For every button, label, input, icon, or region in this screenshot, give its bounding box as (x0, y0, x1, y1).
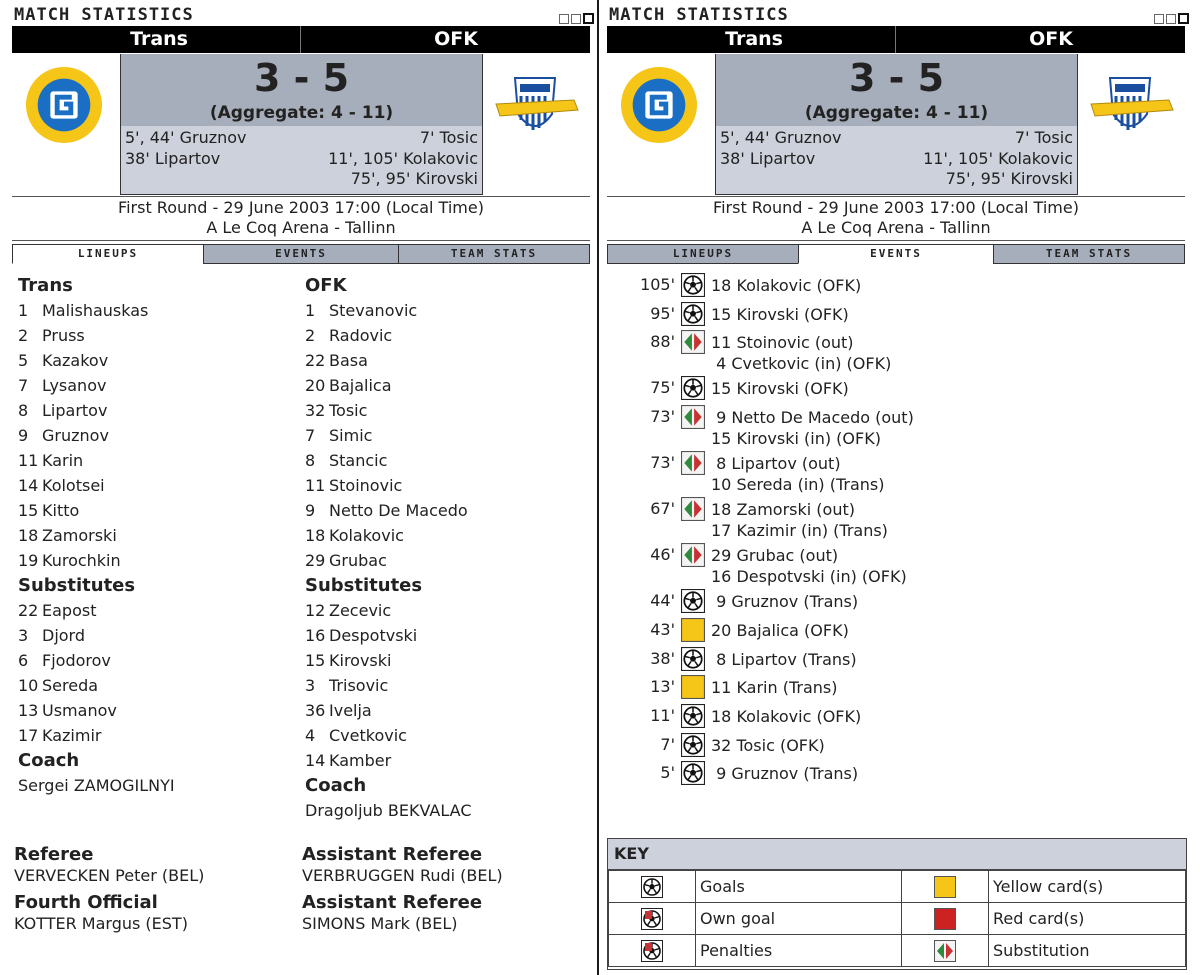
event-text: 16 Despotvski (in) (OFK) (711, 567, 907, 587)
panel-title: MATCH STATISTICS (609, 5, 789, 25)
player-row (18, 373, 175, 398)
player-number: 10 (18, 676, 39, 695)
assistant-referee-label: Assistant Referee (302, 844, 483, 865)
away-scorer: 7' Tosic (1014, 128, 1073, 147)
substitution-icon (681, 497, 705, 521)
player-number: 2 (305, 326, 316, 345)
home-scorer: 5', 44' Gruznov (125, 128, 247, 147)
player-name: Djord (42, 626, 86, 645)
event-text: 20 Bajalica (OFK) (711, 620, 849, 640)
player-name: Ivelja (329, 701, 372, 720)
player-row (305, 398, 471, 423)
goal-icon (681, 589, 705, 613)
goal-icon (681, 761, 705, 785)
player-name: Despotvski (329, 626, 418, 645)
away-team-name: OFK (1029, 28, 1073, 50)
window-button[interactable] (559, 14, 569, 24)
player-number: 8 (305, 451, 316, 470)
final-score: 3 - 5 (848, 56, 945, 100)
player-name: Netto De Macedo (329, 501, 468, 520)
tab-team-stats[interactable]: TEAM STATS (993, 244, 1185, 264)
player-name: Kitto (42, 501, 80, 520)
away-club-crest-icon (1083, 70, 1177, 142)
player-number: 5 (18, 351, 29, 370)
player-number: 16 (305, 626, 326, 645)
player-name: Trisovic (329, 676, 389, 695)
player-name: Zecevic (329, 601, 392, 620)
home-team-name: Trans (130, 28, 188, 50)
player-number: 22 (18, 601, 39, 620)
away-scorer: 11', 105' Kolakovic (923, 148, 1073, 168)
event-minute: 73' (650, 453, 675, 473)
player-number: 20 (305, 376, 326, 395)
player-name: Stoinovic (329, 476, 403, 495)
window-button[interactable] (583, 13, 594, 24)
event-text: 11 Stoinovic (out) (711, 333, 854, 353)
player-row (305, 523, 471, 548)
player-name: Lysanov (42, 376, 107, 395)
player-name: Sereda (42, 676, 99, 695)
coach-name: Dragoljub BEKVALAC (305, 801, 472, 820)
player-row (18, 548, 175, 573)
substitute-row (305, 748, 471, 773)
score-box (120, 54, 483, 126)
player-row (18, 298, 175, 323)
player-name: Tosic (329, 401, 368, 420)
player-name: Radovic (329, 326, 393, 345)
event-text: 15 Kirovski (OFK) (711, 304, 849, 324)
player-name: Kolakovic (329, 526, 404, 545)
goal-icon (681, 302, 705, 326)
away-team-name: OFK (434, 28, 478, 50)
goal-scorers (715, 126, 1078, 195)
team-bar (607, 26, 1185, 53)
player-number: 7 (305, 426, 316, 445)
key-title: KEY (608, 839, 1186, 870)
tab-lineups[interactable]: LINEUPS (12, 244, 204, 264)
player-number: 7 (18, 376, 29, 395)
event-text: 18 Zamorski (out) (711, 500, 855, 520)
player-name: Kazimir (42, 726, 102, 745)
event-minute: 13' (650, 677, 675, 697)
event-minute: 43' (650, 619, 675, 639)
player-number: 36 (305, 701, 326, 720)
key-label: Yellow card(s) (989, 871, 1186, 903)
tab-events[interactable]: EVENTS (798, 244, 994, 264)
player-name: Simic (329, 426, 373, 445)
player-row (305, 323, 471, 348)
player-row (305, 448, 471, 473)
event-minute: 73' (650, 407, 675, 427)
event-text: 18 Kolakovic (OFK) (711, 276, 862, 295)
player-name: Stancic (329, 451, 388, 470)
player-number: 12 (305, 601, 326, 620)
event-text: 29 Grubac (out) (711, 546, 839, 566)
key-label: Goals (696, 871, 902, 903)
match-info (12, 198, 590, 238)
right-match-panel (603, 0, 1193, 975)
player-name: Cvetkovic (329, 726, 407, 745)
key-label: Red card(s) (989, 903, 1186, 935)
away-scorer: 75', 95' Kirovski (945, 169, 1073, 188)
event-minute: 105' (640, 275, 675, 294)
venue: A Le Coq Arena - Tallinn (801, 218, 991, 237)
tab-lineups[interactable]: LINEUPS (607, 244, 799, 264)
goal-icon (609, 871, 696, 903)
player-row (18, 398, 175, 423)
player-number: 11 (305, 476, 326, 495)
referee-name: VERVECKEN Peter (BEL) (14, 866, 205, 885)
player-number: 22 (305, 351, 326, 370)
event-minute: 38' (650, 648, 675, 668)
player-number: 18 (305, 526, 326, 545)
lineup-team-name: Trans (18, 275, 73, 296)
player-name: Pruss (42, 326, 85, 345)
substitution-icon (681, 405, 705, 429)
window-button[interactable] (571, 14, 581, 24)
event-minute: 95' (650, 303, 675, 323)
penalty-icon (609, 935, 696, 967)
assistant-referee-name: SIMONS Mark (BEL) (302, 914, 458, 933)
goal-icon (681, 376, 705, 400)
key-label: Substitution (989, 935, 1186, 967)
goal-icon (681, 704, 705, 728)
player-number: 15 (18, 501, 39, 520)
fourth-official-label: Fourth Official (14, 892, 158, 913)
event-minute: 88' (650, 332, 675, 352)
player-row (305, 298, 471, 323)
player-number: 3 (18, 626, 29, 645)
away-lineup (305, 273, 471, 823)
round-and-date: First Round - 29 June 2003 17:00 (Local Time) (118, 198, 484, 217)
fourth-official-name: KOTTER Margus (EST) (14, 914, 188, 933)
player-name: Fjodorov (42, 651, 111, 670)
yellow-card-icon (902, 871, 989, 903)
player-row (18, 323, 175, 348)
player-number: 2 (18, 326, 29, 345)
window-button[interactable] (1154, 14, 1164, 24)
window-button[interactable] (1178, 13, 1189, 24)
home-team-name: Trans (725, 28, 783, 50)
round-and-date: First Round - 29 June 2003 17:00 (Local Time) (713, 198, 1079, 217)
substitute-row (305, 723, 471, 748)
goal-icon (681, 733, 705, 757)
assistant-referee-name: VERBRUGGEN Rudi (BEL) (302, 866, 503, 885)
player-number: 19 (18, 551, 39, 570)
player-row (18, 448, 175, 473)
substitutes-heading: Substitutes (305, 575, 423, 596)
stats-tabs (12, 244, 590, 264)
red-card-icon (902, 903, 989, 935)
player-row (305, 373, 471, 398)
player-name: Kirovski (329, 651, 392, 670)
player-number: 1 (18, 301, 29, 320)
substitute-row (305, 648, 471, 673)
player-number: 14 (18, 476, 39, 495)
away-scorer: 75', 95' Kirovski (350, 169, 478, 188)
goal-icon (681, 647, 705, 671)
event-minute: 44' (650, 591, 675, 611)
player-row (18, 498, 175, 523)
venue: A Le Coq Arena - Tallinn (206, 218, 396, 237)
event-minute: 46' (650, 545, 675, 565)
away-scorer: 7' Tosic (419, 128, 478, 147)
event-text: 8 Lipartov (out) (711, 454, 841, 474)
player-row (305, 348, 471, 373)
event-text: 15 Kirovski (OFK) (711, 379, 849, 399)
player-row (305, 548, 471, 573)
tab-events[interactable]: EVENTS (203, 244, 399, 264)
player-number: 29 (305, 551, 326, 570)
player-number: 1 (305, 301, 316, 320)
player-name: Basa (329, 351, 368, 370)
player-row (305, 423, 471, 448)
player-row (18, 423, 175, 448)
player-number: 17 (18, 726, 39, 745)
player-row (18, 348, 175, 373)
assistant-referee-label: Assistant Referee (302, 892, 483, 913)
player-number: 9 (305, 501, 316, 520)
yellow-card-icon (681, 618, 705, 642)
substitute-row (305, 673, 471, 698)
tab-team-stats[interactable]: TEAM STATS (398, 244, 590, 264)
key-label: Penalties (696, 935, 902, 967)
goal-scorers (120, 126, 483, 195)
player-name: Karin (42, 451, 84, 470)
event-text: 10 Sereda (in) (Trans) (711, 475, 885, 495)
substitution-icon (902, 935, 989, 967)
substitute-row (18, 723, 175, 748)
player-number: 9 (18, 426, 29, 445)
player-name: Eapost (42, 601, 97, 620)
player-number: 14 (305, 751, 326, 770)
player-name: Zamorski (42, 526, 117, 545)
home-scorer: 38' Lipartov (125, 148, 221, 168)
player-row (18, 523, 175, 548)
away-scorer: 11', 105' Kolakovic (328, 148, 478, 168)
player-name: Kolotsei (42, 476, 105, 495)
coach-name: Sergei ZAMOGILNYI (18, 776, 175, 795)
stats-tabs (607, 244, 1185, 264)
referee-label: Referee (14, 844, 94, 865)
substitution-icon (681, 330, 705, 354)
events-key (607, 838, 1187, 970)
panel-title: MATCH STATISTICS (14, 5, 194, 25)
player-number: 15 (305, 651, 326, 670)
player-number: 8 (18, 401, 29, 420)
player-name: Kurochkin (42, 551, 121, 570)
score-box (715, 54, 1078, 126)
player-name: Malishauskas (42, 301, 149, 320)
window-button[interactable] (1166, 14, 1176, 24)
away-club-crest-icon (488, 70, 582, 142)
event-text: 8 Lipartov (Trans) (711, 649, 857, 669)
home-club-crest-icon (620, 66, 698, 144)
aggregate-score: (Aggregate: 4 - 11) (209, 103, 394, 123)
player-name: Kamber (329, 751, 392, 770)
event-text: 32 Tosic (OFK) (711, 735, 825, 755)
coach-heading: Coach (18, 750, 80, 771)
home-lineup (18, 273, 175, 798)
player-number: 6 (18, 651, 29, 670)
event-text: 15 Kirovski (in) (OFK) (711, 429, 881, 449)
coach-heading: Coach (305, 775, 367, 796)
player-name: Stevanovic (329, 301, 418, 320)
own-goal-icon (609, 903, 696, 935)
event-text: 11 Karin (Trans) (711, 678, 838, 698)
player-number: 4 (305, 726, 316, 745)
left-match-panel (8, 0, 598, 975)
player-number: 18 (18, 526, 39, 545)
event-minute: 67' (650, 499, 675, 519)
substitution-icon (681, 543, 705, 567)
team-bar (12, 26, 590, 53)
player-name: Grubac (329, 551, 387, 570)
key-label: Own goal (696, 903, 902, 935)
home-scorer: 38' Lipartov (720, 148, 816, 168)
substitute-row (305, 698, 471, 723)
final-score: 3 - 5 (253, 56, 350, 100)
event-text: 18 Kolakovic (OFK) (711, 706, 862, 726)
substitutes-heading: Substitutes (18, 575, 136, 596)
substitute-row (18, 623, 175, 648)
player-name: Kazakov (42, 351, 109, 370)
player-number: 3 (305, 676, 316, 695)
home-club-crest-icon (25, 66, 103, 144)
substitute-row (305, 598, 471, 623)
player-row (305, 473, 471, 498)
event-text: 9 Gruznov (Trans) (711, 592, 859, 612)
substitute-row (18, 698, 175, 723)
event-text: 17 Kazimir (in) (Trans) (711, 521, 888, 541)
substitute-row (18, 673, 175, 698)
event-text: 9 Gruznov (Trans) (711, 764, 859, 784)
match-info (607, 198, 1185, 238)
player-number: 32 (305, 401, 326, 420)
substitute-row (18, 598, 175, 623)
event-minute: 7' (660, 734, 675, 754)
substitute-row (18, 648, 175, 673)
event-text: 9 Netto De Macedo (out) (711, 408, 914, 428)
event-text: 4 Cvetkovic (in) (OFK) (711, 354, 892, 374)
player-number: 11 (18, 451, 39, 470)
goal-icon (681, 273, 705, 297)
substitute-row (305, 623, 471, 648)
player-number: 13 (18, 701, 39, 720)
player-row (305, 498, 471, 523)
player-name: Lipartov (42, 401, 108, 420)
event-minute: 11' (650, 705, 675, 725)
event-minute: 75' (650, 378, 675, 398)
player-name: Usmanov (42, 701, 117, 720)
player-name: Gruznov (42, 426, 109, 445)
yellow-card-icon (681, 675, 705, 699)
home-scorer: 5', 44' Gruznov (720, 128, 842, 147)
aggregate-score: (Aggregate: 4 - 11) (804, 103, 989, 123)
player-row (18, 473, 175, 498)
player-name: Bajalica (329, 376, 392, 395)
event-minute: 5' (660, 763, 675, 783)
substitution-icon (681, 451, 705, 475)
lineup-team-name: OFK (305, 275, 347, 296)
